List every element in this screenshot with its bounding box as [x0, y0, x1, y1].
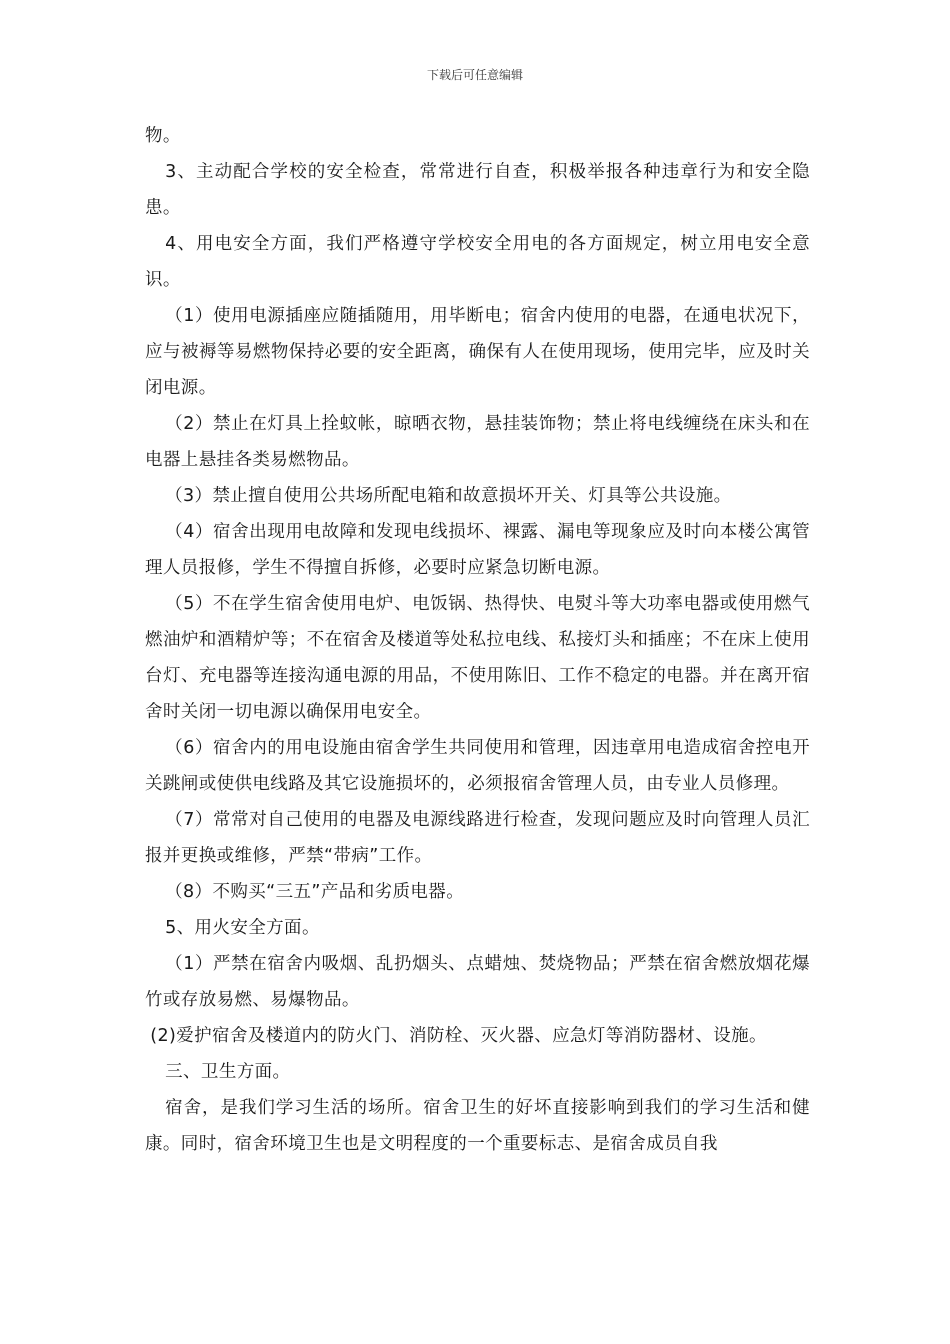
- section-heading: 三、卫生方面。: [165, 1062, 291, 1082]
- paragraph: 3、主动配合学校的安全检查，常常进行自查，积极举报各种违章行为和安全隐患。: [145, 162, 810, 218]
- document-body: [145, 118, 810, 1162]
- paragraph: 宿舍，是我们学习生活的场所。宿舍卫生的好坏直接影响到我们的学习生活和健康。同时，宿舍环境卫生也是文明程度的一个重要标志、是宿舍成员自我: [145, 1098, 810, 1154]
- paragraph: （1）严禁在宿舍内吸烟、乱扔烟头、点蜡烛、焚烧物品；严禁在宿舍燃放烟花爆竹或存放易燃、易爆物品。: [145, 954, 810, 1010]
- paragraph: （3）禁止擅自使用公共场所配电箱和故意损坏开关、灯具等公共设施。: [165, 486, 732, 506]
- paragraph: （8）不购买“三五”产品和劣质电器。: [165, 882, 465, 902]
- paragraph: （7）常常对自己使用的电器及电源线路进行检查，发现问题应及时向管理人员汇报并更换或维修，严禁“带病”工作。: [145, 810, 810, 866]
- paragraph: 5、用火安全方面。: [165, 918, 320, 938]
- paragraph: 4、用电安全方面，我们严格遵守学校安全用电的各方面规定，树立用电安全意识。: [145, 234, 810, 290]
- paragraph: （5）不在学生宿舍使用电炉、电饭锅、热得快、电熨斗等大功率电器或使用燃气燃油炉和酒精炉等；不在宿舍及楼道等处私拉电线、私接灯头和插座；不在床上使用台灯、充电器等连接沟通电源的用品，不使用陈旧、工作不稳定的电器。并在离开宿舍时关闭一切电源以确保用电安全。: [145, 594, 810, 722]
- paragraph: （4）宿舍出现用电故障和发现电线损坏、裸露、漏电等现象应及时向本楼公寓管理人员报修，学生不得擅自拆修，必要时应紧急切断电源。: [145, 522, 810, 578]
- paragraph: （1）使用电源插座应随插随用，用毕断电；宿舍内使用的电器，在通电状况下，应与被褥等易燃物保持必要的安全距离，确保有人在使用现场，使用完毕，应及时关闭电源。: [145, 306, 810, 398]
- page-header: 下载后可任意编辑: [426, 68, 523, 82]
- paragraph: (2)爱护宿舍及楼道内的防火门、消防栓、灭火器、应急灯等消防器材、设施。: [150, 1026, 767, 1046]
- paragraph: （6）宿舍内的用电设施由宿舍学生共同使用和管理，因违章用电造成宿舍控电开关跳闸或使供电线路及其它设施损坏的，必须报宿舍管理人员，由专业人员修理。: [145, 738, 810, 794]
- paragraph: 物。: [145, 126, 181, 146]
- paragraph: （2）禁止在灯具上拴蚊帐，晾晒衣物，悬挂装饰物；禁止将电线缠绕在床头和在电器上悬挂各类易燃物品。: [145, 414, 810, 470]
